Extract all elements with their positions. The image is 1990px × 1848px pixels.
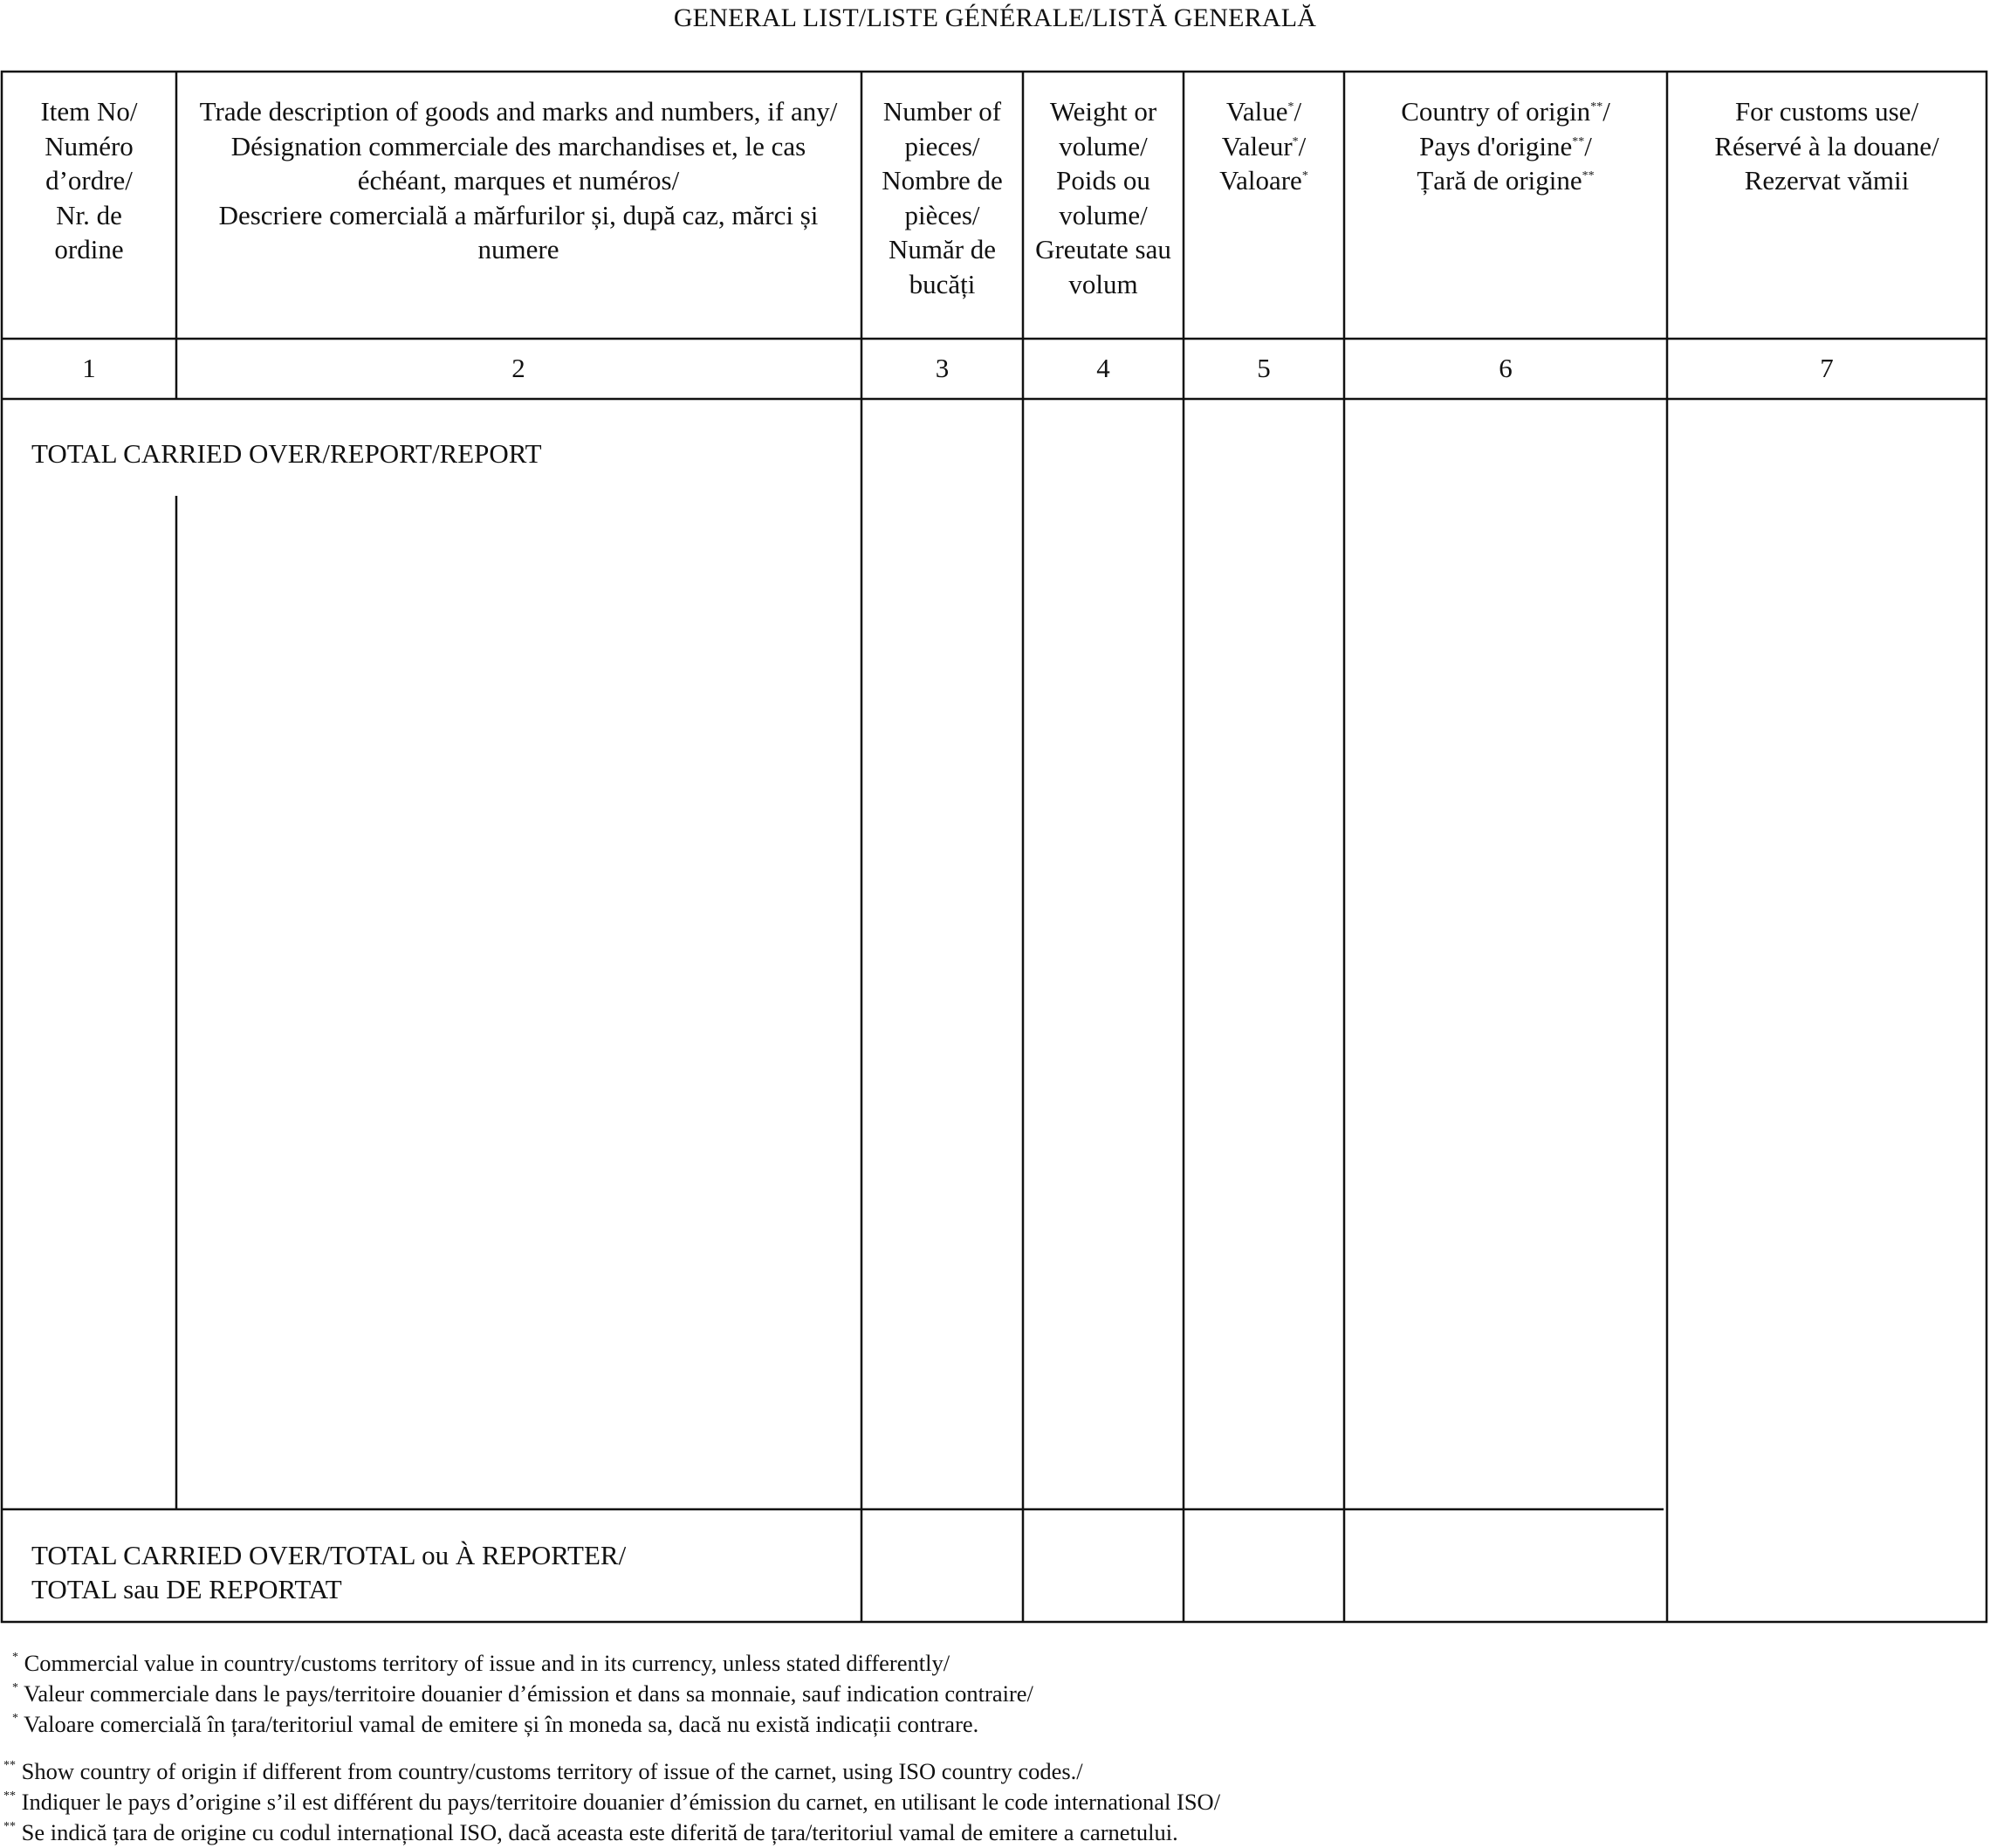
header-for-customs-use: For customs use/ Réservé à la douane/ Rezervat vămii xyxy=(1714,96,1939,196)
column-number-6: 6 xyxy=(1499,353,1513,383)
header-item-no: Item No/ Numéro d’ordre/ Nr. de ordine xyxy=(40,96,138,264)
column-number-5: 5 xyxy=(1257,353,1271,383)
footnotes-single: * Commercial value in country/customs territory of issue and in its currency, unless stated differently/ * Valeur commerciale dans le pays/territoire douanier d’émission et dans sa monnaie, sauf indication contraire/ * Valoare comercială în țara/teritoriul vamal de emitere și în moneda sa, dacă nu există indicații contrare. xyxy=(12,1650,1033,1737)
header-trade-description: Trade description of goods and marks and numbers, if any/ Désignation commerciale des marchandises et, le cas échéant, marques et numéros/ Descriere comercială a mărfurilor și, după caz, mărci și numere xyxy=(199,96,838,264)
total-carried-over-top: TOTAL CARRIED OVER/REPORT/REPORT xyxy=(31,438,542,469)
column-number-2: 2 xyxy=(511,353,525,383)
footnotes-double: ** Show country of origin if different from country/customs territory of issue of the carnet, using ISO country codes./ ** Indiquer le pays d’origine s’il est différent du pays/territoire douanier d’émission du carnet, en utilisant le code international ISO/ ** Se indică țara de origine cu codul internațional ISO, dacă aceasta este diferită de țara/teritoriul vamal de emitere a carnetului. xyxy=(3,1758,1221,1845)
column-number-7: 7 xyxy=(1820,353,1834,383)
header-number-of-pieces: Number of pieces/ Nombre de pièces/ Număr de bucăți xyxy=(882,96,1003,299)
column-number-3: 3 xyxy=(935,353,950,383)
table-outer-border xyxy=(2,72,1987,1622)
total-carried-over-bottom: TOTAL CARRIED OVER/TOTAL ou À REPORTER/ TOTAL sau DE REPORTAT xyxy=(31,1540,627,1604)
header-weight-or-volume: Weight or volume/ Poids ou volume/ Greutate sau volum xyxy=(1035,96,1171,299)
header-value: Value*/ Valeur*/ Valoare* xyxy=(1219,96,1308,196)
page-title: GENERAL LIST/LISTE GÉNÉRALE/LISTĂ GENERALĂ xyxy=(673,3,1317,32)
column-number-1: 1 xyxy=(82,353,96,383)
header-country-of-origin: Country of origin**/ Pays d'origine**/ Țară de origine** xyxy=(1401,96,1610,196)
column-number-4: 4 xyxy=(1096,353,1110,383)
